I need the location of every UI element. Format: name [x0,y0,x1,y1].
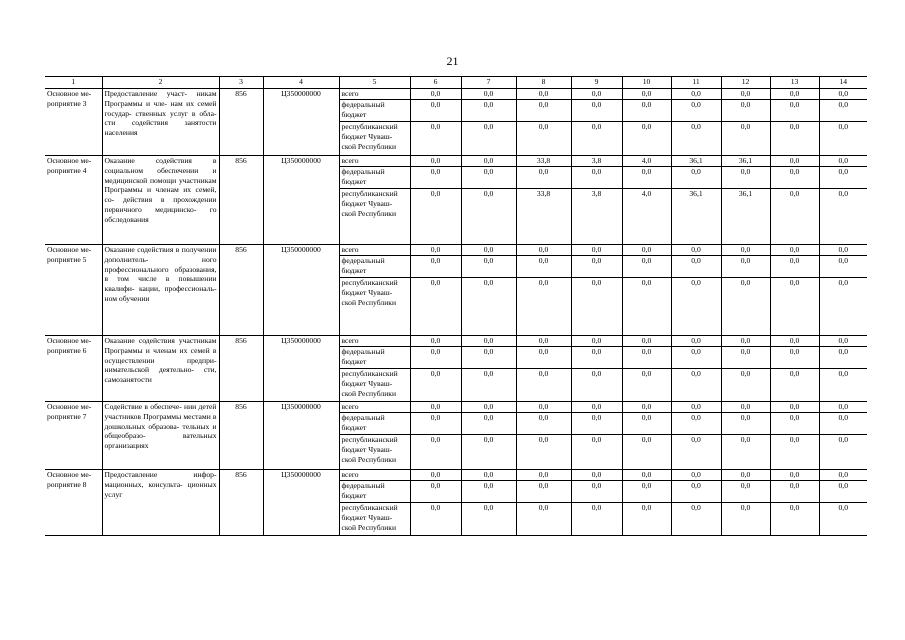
value-cell: 0,0 [770,189,819,245]
value-cell: 0,0 [571,336,622,347]
event-description-cell: Оказание содействия в социальном обеспечении и медицинской помощи участникам Программы и членам их семей, со- действия в прохождении первичного медицинско- го обследования [102,156,219,245]
value-cell: 0,0 [516,167,571,189]
value-cell: 0,0 [571,369,622,402]
value-cell: 0,0 [770,503,819,536]
value-cell: 0,0 [770,89,819,100]
value-cell: 0,0 [819,156,867,167]
funding-source-cell: федеральный бюджет [339,481,410,503]
value-cell: 0,0 [721,122,770,156]
value-cell: 0,0 [819,435,867,470]
table-row [45,336,867,347]
value-cell: 0,0 [516,100,571,122]
value-cell: 0,0 [721,369,770,402]
value-cell: 0,0 [461,347,516,369]
value-cell: 0,0 [516,402,571,413]
funding-source-cell: федеральный бюджет [339,256,410,278]
value-cell: 0,0 [516,369,571,402]
value-cell: 0,0 [721,481,770,503]
value-cell: 0,0 [571,470,622,481]
value-cell: 0,0 [571,347,622,369]
value-cell: 0,0 [622,369,671,402]
value-cell: 0,0 [819,413,867,435]
value-cell: 0,0 [461,245,516,256]
column-header: 10 [622,77,671,89]
column-header: 8 [516,77,571,89]
value-cell: 0,0 [819,503,867,536]
value-cell: 0,0 [671,89,721,100]
event-name-cell: Основное ме- роприятие 4 [45,156,102,245]
budget-table [45,76,867,536]
value-cell: 0,0 [721,413,770,435]
table-row [45,245,867,256]
value-cell: 0,0 [671,470,721,481]
value-cell: 0,0 [410,278,461,336]
value-cell: 0,0 [516,122,571,156]
value-cell: 0,0 [721,435,770,470]
value-cell: 0,0 [571,402,622,413]
value-cell: 0,0 [770,245,819,256]
value-cell: 0,0 [721,347,770,369]
target-code-cell: Ц350000000 [263,89,339,156]
column-header: 12 [721,77,770,89]
value-cell: 0,0 [819,189,867,245]
value-cell: 0,0 [461,413,516,435]
funding-source-cell: республиканский бюджет Чуваш- ской Республики [339,122,410,156]
value-cell: 0,0 [770,100,819,122]
budget-code-cell: 856 [219,156,263,245]
value-cell: 0,0 [571,503,622,536]
funding-source-cell: федеральный бюджет [339,347,410,369]
budget-code-cell: 856 [219,336,263,402]
value-cell: 0,0 [671,435,721,470]
value-cell: 0,0 [461,256,516,278]
target-code-cell: Ц350000000 [263,402,339,470]
value-cell: 0,0 [819,89,867,100]
value-cell: 0,0 [819,369,867,402]
value-cell: 0,0 [410,413,461,435]
value-cell: 0,0 [461,336,516,347]
value-cell: 0,0 [721,100,770,122]
value-cell: 0,0 [819,100,867,122]
value-cell: 36,1 [721,189,770,245]
value-cell: 0,0 [571,89,622,100]
value-cell: 0,0 [410,156,461,167]
table-header-row [45,77,867,89]
value-cell: 0,0 [571,122,622,156]
value-cell: 0,0 [671,481,721,503]
value-cell: 0,0 [516,256,571,278]
value-cell: 0,0 [410,167,461,189]
value-cell: 0,0 [671,413,721,435]
funding-source-cell: всего [339,470,410,481]
value-cell: 0,0 [622,402,671,413]
value-cell: 0,0 [819,470,867,481]
funding-source-cell: всего [339,245,410,256]
value-cell: 3,8 [571,189,622,245]
column-header: 9 [571,77,622,89]
value-cell: 0,0 [571,100,622,122]
value-cell: 0,0 [622,336,671,347]
target-code-cell: Ц350000000 [263,470,339,536]
value-cell: 0,0 [721,336,770,347]
value-cell: 0,0 [622,470,671,481]
value-cell: 0,0 [516,347,571,369]
value-cell: 0,0 [622,278,671,336]
value-cell: 0,0 [622,167,671,189]
funding-source-cell: федеральный бюджет [339,167,410,189]
value-cell: 0,0 [410,470,461,481]
column-header: 6 [410,77,461,89]
value-cell: 0,0 [461,503,516,536]
value-cell: 0,0 [516,89,571,100]
funding-source-cell: всего [339,336,410,347]
value-cell: 0,0 [461,100,516,122]
value-cell: 0,0 [721,167,770,189]
funding-source-cell: всего [339,156,410,167]
value-cell: 0,0 [622,481,671,503]
value-cell: 0,0 [671,336,721,347]
event-name-cell: Основное ме- роприятие 5 [45,245,102,336]
value-cell: 0,0 [721,245,770,256]
value-cell: 0,0 [571,278,622,336]
value-cell: 0,0 [721,89,770,100]
target-code-cell: Ц350000000 [263,336,339,402]
value-cell: 0,0 [410,336,461,347]
value-cell: 0,0 [410,100,461,122]
value-cell: 0,0 [819,167,867,189]
funding-source-cell: республиканский бюджет Чуваш- ской Республики [339,369,410,402]
value-cell: 0,0 [410,122,461,156]
value-cell: 0,0 [819,245,867,256]
event-description-cell: Оказание содействия участникам Программы и членам их семей в осуществлении предпри- нимательской деятельно- сти, самозанятости [102,336,219,402]
value-cell: 0,0 [721,503,770,536]
value-cell: 33,8 [516,189,571,245]
value-cell: 0,0 [461,278,516,336]
event-name-cell: Основное ме- роприятие 6 [45,336,102,402]
value-cell: 0,0 [622,100,671,122]
funding-source-cell: республиканский бюджет Чуваш- ской Республики [339,503,410,536]
funding-source-cell: республиканский бюджет Чуваш- ской Республики [339,278,410,336]
value-cell: 0,0 [770,167,819,189]
funding-source-cell: федеральный бюджет [339,413,410,435]
event-description-cell: Оказание содействия в получении дополнитель- ного профессионального образования, в том числе в повышении квалифи- кации, профессиональ- ном обучении [102,245,219,336]
value-cell: 0,0 [571,245,622,256]
value-cell: 0,0 [770,156,819,167]
budget-code-cell: 856 [219,89,263,156]
target-code-cell: Ц350000000 [263,245,339,336]
value-cell: 36,1 [671,189,721,245]
event-name-cell: Основное ме- роприятие 8 [45,470,102,536]
funding-source-cell: всего [339,89,410,100]
value-cell: 0,0 [410,245,461,256]
value-cell: 0,0 [721,402,770,413]
value-cell: 0,0 [721,278,770,336]
value-cell: 0,0 [571,167,622,189]
value-cell: 0,0 [516,245,571,256]
value-cell: 0,0 [819,481,867,503]
value-cell: 0,0 [770,278,819,336]
value-cell: 0,0 [721,256,770,278]
value-cell: 0,0 [770,435,819,470]
value-cell: 0,0 [819,122,867,156]
value-cell: 0,0 [516,503,571,536]
funding-source-cell: республиканский бюджет Чуваш- ской Республики [339,435,410,470]
value-cell: 0,0 [461,167,516,189]
value-cell: 0,0 [461,189,516,245]
value-cell: 0,0 [671,256,721,278]
value-cell: 36,1 [721,156,770,167]
value-cell: 3,8 [571,156,622,167]
value-cell: 0,0 [819,347,867,369]
value-cell: 0,0 [671,122,721,156]
value-cell: 0,0 [410,89,461,100]
value-cell: 0,0 [671,100,721,122]
value-cell: 0,0 [721,470,770,481]
value-cell: 0,0 [461,156,516,167]
column-header: 3 [219,77,263,89]
value-cell: 0,0 [671,278,721,336]
value-cell: 0,0 [622,413,671,435]
value-cell: 0,0 [461,470,516,481]
column-header: 4 [263,77,339,89]
value-cell: 0,0 [671,347,721,369]
value-cell: 0,0 [622,503,671,536]
value-cell: 0,0 [819,256,867,278]
column-header: 11 [671,77,721,89]
value-cell: 0,0 [770,369,819,402]
column-header: 14 [819,77,867,89]
page-number: 21 [446,54,459,68]
funding-source-cell: республиканский бюджет Чуваш- ской Республики [339,189,410,245]
table-body [45,89,867,536]
value-cell: 0,0 [516,435,571,470]
value-cell: 0,0 [671,245,721,256]
funding-source-cell: всего [339,402,410,413]
value-cell: 0,0 [461,481,516,503]
value-cell: 0,0 [516,470,571,481]
value-cell: 0,0 [571,256,622,278]
value-cell: 0,0 [622,89,671,100]
budget-code-cell: 856 [219,402,263,470]
value-cell: 0,0 [770,347,819,369]
value-cell: 0,0 [461,402,516,413]
value-cell: 0,0 [516,336,571,347]
value-cell: 0,0 [410,347,461,369]
value-cell: 0,0 [622,245,671,256]
value-cell: 0,0 [410,503,461,536]
column-header: 2 [102,77,219,89]
value-cell: 0,0 [819,336,867,347]
value-cell: 0,0 [671,402,721,413]
value-cell: 0,0 [461,122,516,156]
event-description-cell: Содействие в обеспече- нии детей участников Программы местами в дошкольных образова- тельных и общеобразо- вательных организациях [102,402,219,470]
value-cell: 0,0 [622,347,671,369]
value-cell: 0,0 [770,413,819,435]
value-cell: 0,0 [410,435,461,470]
value-cell: 0,0 [461,89,516,100]
value-cell: 0,0 [671,369,721,402]
value-cell: 36,1 [671,156,721,167]
table-row [45,470,867,481]
value-cell: 0,0 [410,402,461,413]
event-description-cell: Предоставление участ- никам Программы и чле- нам их семей государ- ственных услуг в обла- сти содействия занятости населения [102,89,219,156]
column-header: 5 [339,77,410,89]
column-header: 7 [461,77,516,89]
column-header: 13 [770,77,819,89]
value-cell: 0,0 [770,256,819,278]
value-cell: 0,0 [461,435,516,470]
budget-code-cell: 856 [219,245,263,336]
value-cell: 0,0 [516,413,571,435]
value-cell: 0,0 [410,189,461,245]
value-cell: 0,0 [516,481,571,503]
value-cell: 0,0 [819,402,867,413]
value-cell: 4,0 [622,189,671,245]
value-cell: 0,0 [770,402,819,413]
value-cell: 0,0 [461,369,516,402]
value-cell: 0,0 [516,278,571,336]
value-cell: 0,0 [571,435,622,470]
value-cell: 0,0 [819,278,867,336]
value-cell: 0,0 [770,481,819,503]
value-cell: 0,0 [571,481,622,503]
value-cell: 0,0 [571,413,622,435]
value-cell: 0,0 [622,122,671,156]
value-cell: 33,8 [516,156,571,167]
value-cell: 0,0 [770,470,819,481]
funding-source-cell: федеральный бюджет [339,100,410,122]
column-header: 1 [45,77,102,89]
value-cell: 0,0 [410,481,461,503]
event-name-cell: Основное ме- роприятие 3 [45,89,102,156]
value-cell: 0,0 [770,336,819,347]
value-cell: 4,0 [622,156,671,167]
table-row [45,402,867,413]
value-cell: 0,0 [410,256,461,278]
budget-code-cell: 856 [219,470,263,536]
target-code-cell: Ц350000000 [263,156,339,245]
value-cell: 0,0 [671,503,721,536]
table-row [45,156,867,167]
table-row [45,89,867,100]
event-name-cell: Основное ме- роприятие 7 [45,402,102,470]
value-cell: 0,0 [671,167,721,189]
event-description-cell: Предоставление инфор- мационных, консульта- ционных услуг [102,470,219,536]
value-cell: 0,0 [770,122,819,156]
value-cell: 0,0 [622,435,671,470]
value-cell: 0,0 [410,369,461,402]
value-cell: 0,0 [622,256,671,278]
